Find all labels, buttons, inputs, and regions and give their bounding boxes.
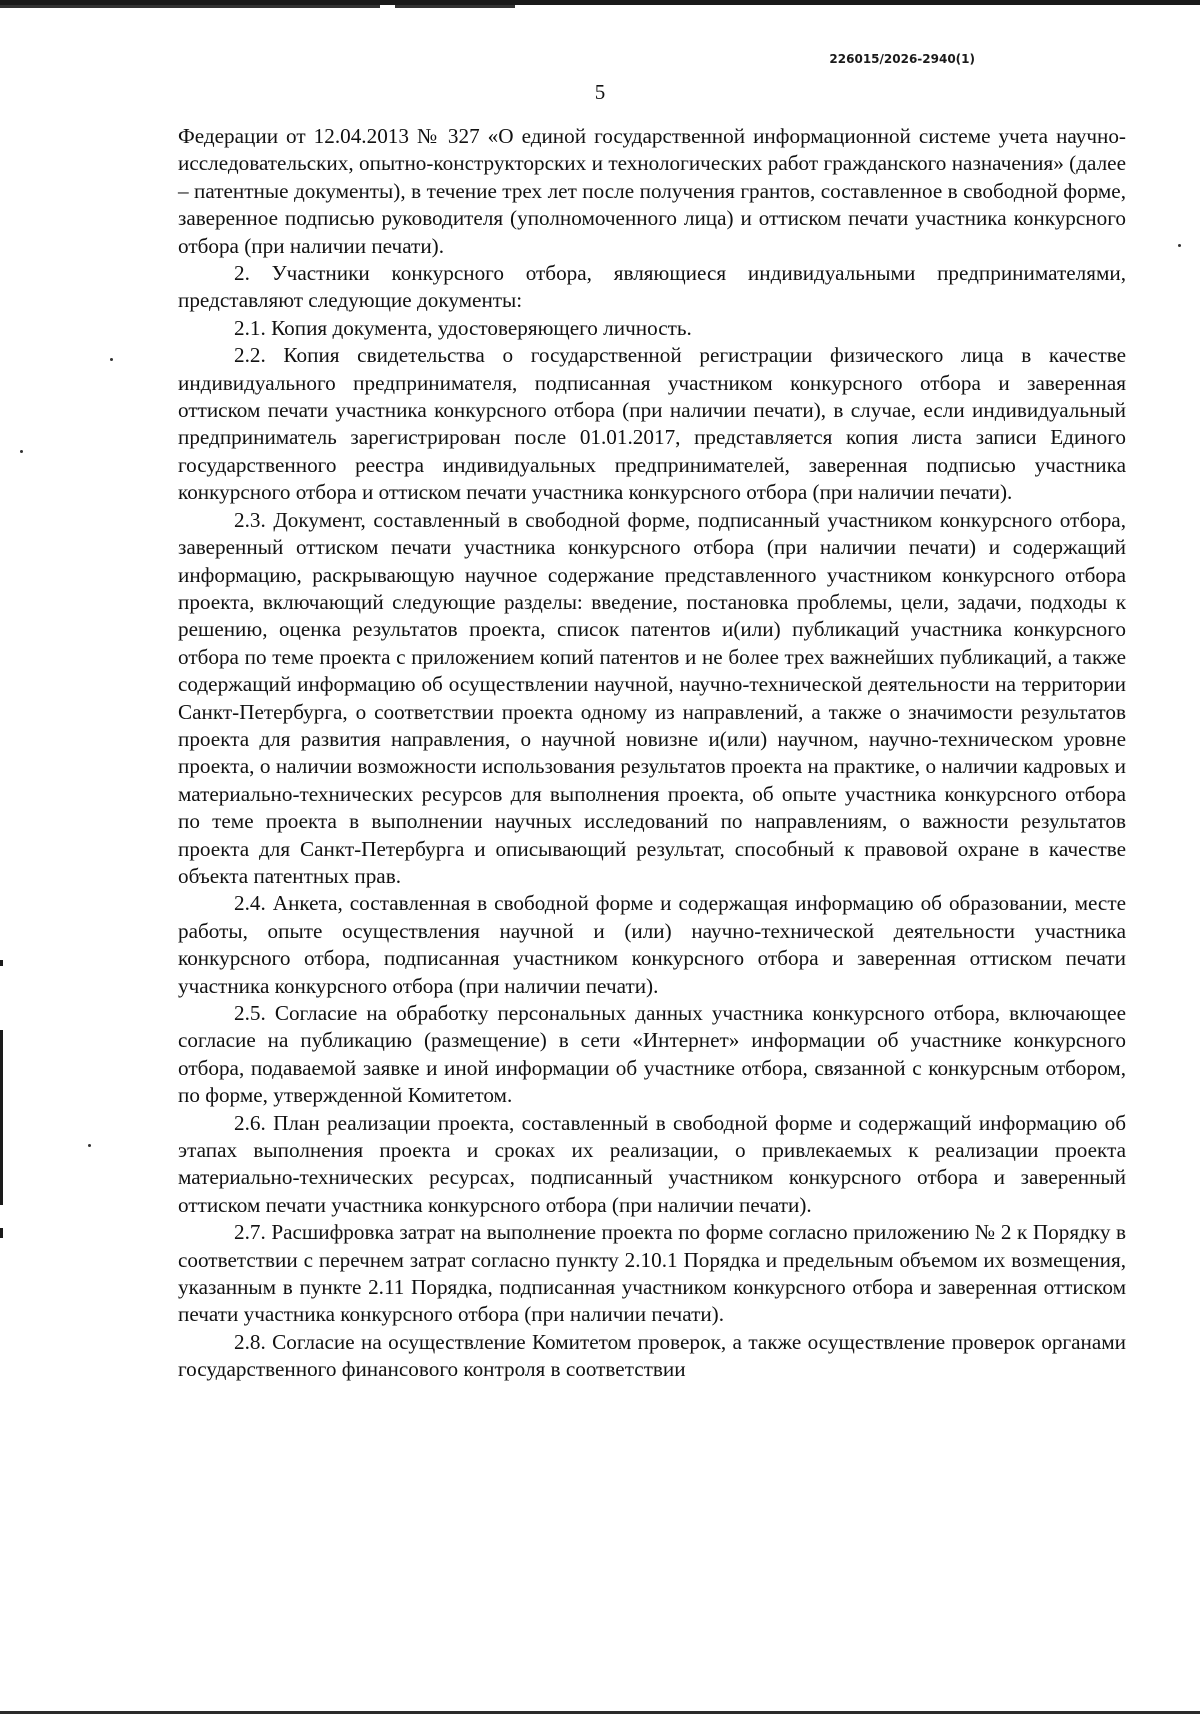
paragraph-item-2-8: 2.8. Согласие на осуществление Комитетом проверок, а также осуществление проверок органами государственного финансового контроля в соответствии	[178, 1329, 1126, 1382]
scan-edge-mark	[0, 1228, 3, 1238]
scan-speck	[20, 450, 23, 453]
document-id: 226015/2026-2940(1)	[829, 52, 975, 66]
scan-top-edge-segment	[0, 5, 380, 8]
paragraph-item-2-2: 2.2. Копия свидетельства о государственной регистрации физического лица в качестве индивидуального предпринимателя, подписанная участником конкурсного отбора и заверенная оттиском печати участника конкурсного отбора (при наличии печати), в случае, если индивидуальный предприниматель зарегистрирован после 01.01.2017, представляется копия листа записи Единого государственного реестра индивидуальных предпринимателей, заверенная подписью участника конкурсного отбора и оттиском печати участника конкурсного отбора (при наличии печати).	[178, 343, 1126, 505]
document-body	[178, 123, 1126, 1384]
scan-edge-mark	[0, 960, 3, 966]
paragraph-item-2-7: 2.7. Расшифровка затрат на выполнение проекта по форме согласно приложению № 2 к Порядку в соответствии с перечнем затрат согласно пункту 2.10.1 Порядка и предельным объемом их возмещения, указанным в пункте 2.11 Порядка, подписанная участником конкурсного отбора и заверенная оттиском печати участника конкурсного отбора (при наличии печати).	[178, 1220, 1126, 1327]
scan-edge-mark	[0, 1030, 3, 1205]
paragraph-item-2-1: 2.1. Копия документа, удостоверяющего личность.	[234, 315, 692, 340]
scan-top-edge-segment	[395, 5, 515, 8]
scan-speck	[1178, 244, 1181, 247]
paragraph-item-2-4: 2.4. Анкета, составленная в свободной форме и содержащая информацию об образовании, месте работы, опыте осуществления научной и (или) научно-технической деятельности участника конкурсного отбора, подписанная участником конкурсного отбора и заверенная оттиском печати участника конкурсного отбора (при наличии печати).	[178, 891, 1126, 998]
page-number: 5	[594, 80, 606, 104]
scan-speck	[88, 1144, 91, 1147]
paragraph-item-2-5: 2.5. Согласие на обработку персональных данных участника конкурсного отбора, включающее согласие на публикацию (размещение) в сети «Интернет» информации об участнике конкурсного отбора, подаваемой заявке и иной информации об участнике отбора, связанной с конкурсным отбором, по форме, утвержденной Комитетом.	[178, 1001, 1126, 1108]
paragraph-item-2-6: 2.6. План реализации проекта, составленный в свободной форме и содержащий информацию об этапах выполнения проекта и сроках их реализации, о привлекаемых к реализации проекта материально-технических ресурсах, подписанный участником конкурсного отбора и заверенный оттиском печати участника конкурсного отбора (при наличии печати).	[178, 1110, 1126, 1217]
scan-speck	[110, 358, 113, 361]
paragraph-continuation: Федерации от 12.04.2013 № 327 «О единой государственной информационной системе учета научно-исследовательских, опытно-конструкторских и технологических работ гражданского назначения» (далее – патентные документы), в течение трех лет после получения грантов, составленное в свободной форме, заверенное подписью руководителя (уполномоченного лица) и оттиском печати участника конкурсного отбора (при наличии печати).	[178, 124, 1126, 258]
paragraph-item-2-3: 2.3. Документ, составленный в свободной форме, подписанный участником конкурсного отбора, заверенный оттиском печати участника конкурсного отбора (при наличии печати) и содержащий информацию, раскрывающую научное содержание представленного участником конкурсного отбора проекта, включающий следующие разделы: введение, постановка проблемы, цели, задачи, подходы к решению, оценка результатов проекта, список патентов и(или) публикаций участника конкурсного отбора по теме проекта с приложением копий патентов и не более трех важнейших публикаций, а также содержащий информацию об осуществлении научной, научно-технической деятельности на территории Санкт-Петербурга, о соответствии проекта одному из направлений, а также о значимости результатов проекта для развития направления, о научной новизне и(или) научном, научно-техническом уровне проекта, о наличии возможности использования результатов проекта на практике, о наличии кадровых и материально-технических ресурсов для выполнения проекта, об опыте участника конкурсного отбора по теме проекта в выполнении научных исследований по направлениям, о важности результатов проекта для Санкт-Петербурга и описывающий результат, способный к правовой охране в качестве объекта патентных прав.	[178, 507, 1126, 888]
paragraph-item-2: 2. Участники конкурсного отбора, являющиеся индивидуальными предпринимателями, представляют следующие документы:	[178, 261, 1126, 313]
